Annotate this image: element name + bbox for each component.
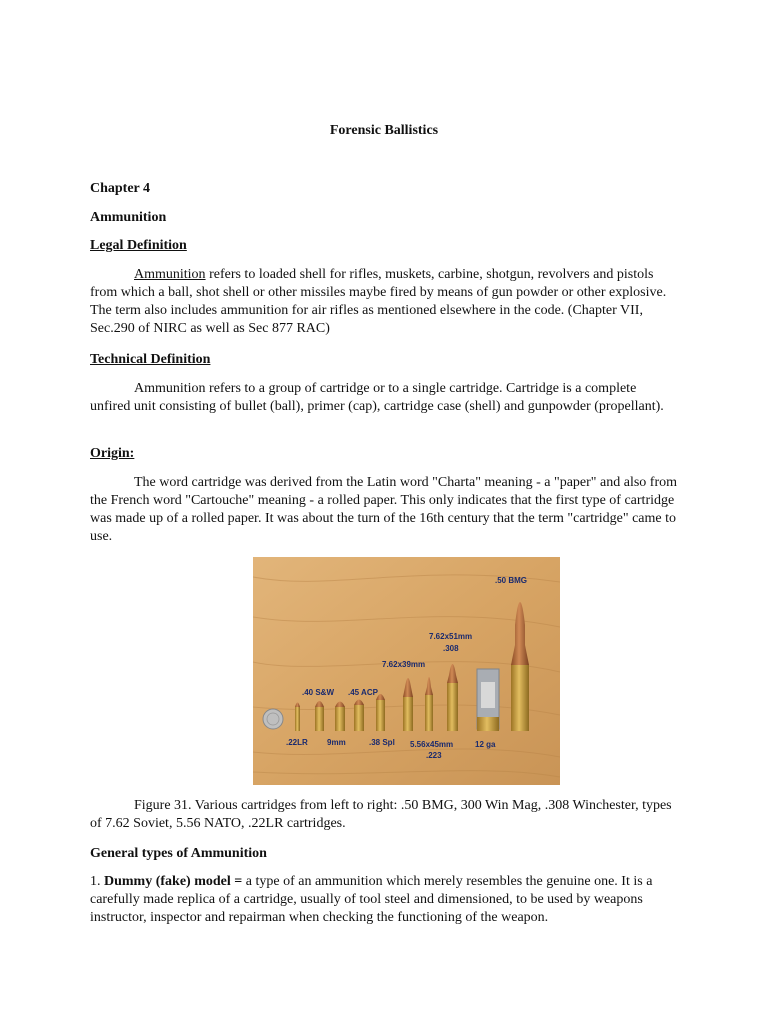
legal-definition-heading: Legal Definition: [90, 238, 187, 253]
label-223: .223: [426, 751, 442, 760]
dummy-model-paragraph: [90, 873, 680, 927]
figure-caption: Figure 31. Various cartridges from left to right: .50 BMG, 300 Win Mag, .308 Winchester, types of 7.62 Soviet, 5.56 NATO, .22LR cartridges.: [90, 798, 672, 831]
label-50bmg: .50 BMG: [495, 576, 528, 585]
dummy-body: a type of an ammunition which merely resembles the genuine one. It is a carefully made replica of a cartridge, usually of tool steel and dimensioned, to be used by weapons instructor, inspector and repairman when checking the functioning of the weapon.: [90, 874, 653, 925]
dummy-term: Dummy (fake) model =: [104, 874, 243, 889]
label-9mm: 9mm: [327, 738, 346, 747]
label-22lr: .22LR: [286, 738, 308, 747]
cartridges-figure: [253, 557, 560, 785]
cartridge-40sw: [335, 702, 345, 732]
coin-icon: [263, 709, 283, 729]
label-40sw: .40 S&W: [302, 688, 335, 697]
cartridge-12ga: [477, 669, 499, 731]
dummy-number: 1.: [90, 874, 104, 889]
cartridges-photo: [253, 557, 560, 785]
page-title: Forensic Ballistics: [329, 123, 439, 138]
cartridge-38spl: [376, 694, 385, 731]
origin-paragraph: The word cartridge was derived from the Latin word "Charta" meaning - a "paper" and also from the French word "Cartouche" meaning - a rolled paper. This only indicates that the first type of cartridge was made up of a rolled paper. It was about the turn of the 16th century that the term "cartridge" came to use.: [90, 475, 677, 544]
section-heading: Ammunition: [90, 210, 167, 225]
cartridge-9mm: [315, 701, 324, 731]
origin-heading: Origin:: [90, 446, 135, 461]
general-types-heading: General types of Ammunition: [90, 846, 267, 861]
label-308: .308: [443, 644, 459, 653]
legal-definition-paragraph: [90, 266, 680, 338]
label-762x39: 7.62x39mm: [382, 660, 426, 669]
technical-definition-heading: Technical Definition: [90, 352, 211, 367]
cartridge-22lr: [295, 703, 300, 732]
label-45acp: .45 ACP: [348, 688, 378, 697]
cartridge-45acp: [354, 700, 364, 732]
label-556x45: 5.56x45mm: [410, 740, 454, 749]
technical-definition-paragraph: Ammunition refers to a group of cartridge or to a single cartridge. Cartridge is a complete unfired unit consisting of bullet (ball), primer (cap), cartridge case (shell) and gunpowder (propellant).: [90, 381, 664, 414]
label-762x51: 7.62x51mm: [429, 632, 473, 641]
chapter-heading: Chapter 4: [90, 181, 151, 196]
legal-body: refers to loaded shell for rifles, muskets, carbine, shotgun, revolvers and pistols from which a ball, shot shell or other missiles maybe fired by means of gun powder or other explosive. The term also includes ammunition for air rifles as mentioned elsewhere in the code. (Chapter VII, Sec.290 of NIRC as well as Sec 877 RAC): [90, 267, 667, 336]
legal-term: Ammunition: [134, 267, 206, 282]
label-12ga: 12 ga: [475, 740, 496, 749]
label-38spl: .38 Spl: [369, 738, 395, 747]
